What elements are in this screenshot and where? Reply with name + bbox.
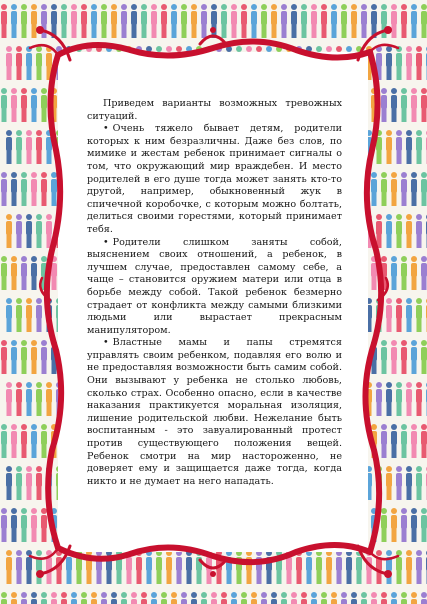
bullet-paragraph-2: • Родители слишком заняты собой, выяснением своих отношений, а ребенок, в лучшем случае, предоставлен самому себе, а чаще – становится оружием матери или отца в борьбе между собой. Такой ребенок безмерно страдает от конфликта между самыми близкими людьми или вырастает прекрасным манипулятором. — [87, 237, 342, 338]
intro-paragraph: Приведем варианты возможных тревожных ситуаций. — [87, 98, 342, 122]
bullet-paragraph-1: • Очень тяжело бывает детям, родители которых к ним безразличны. Даже без слов, по мимике и жестам ребенок принимает сигналы о том, что окружающий мир враждебен. И место родителей в его душе тогда может занять кто-то другой, например, обыкновенный жук в спичечной коробочке, с которым можно болтать, делиться своими горестями, который принимает тебя. — [87, 123, 342, 236]
article-text — [87, 98, 342, 488]
bullet-paragraph-3: • Властные мамы и папы стремятся управлять своим ребенком, подавляя его волю и не предоставляя возможности быть самим собой. Они вызывают у ребенка не столько любовь, сколько страх. Особенно опасно, если в качестве наказания практикуется моральная изоляция, лишение родительской любви. Нежелание быть воспитанным - это завуалированный протест против существующего положения вещей. Ребенок смотри на мир настороженно, не доверяет ему и защищается даже тогда, когда никто и не думает на него нападать. — [87, 337, 342, 488]
